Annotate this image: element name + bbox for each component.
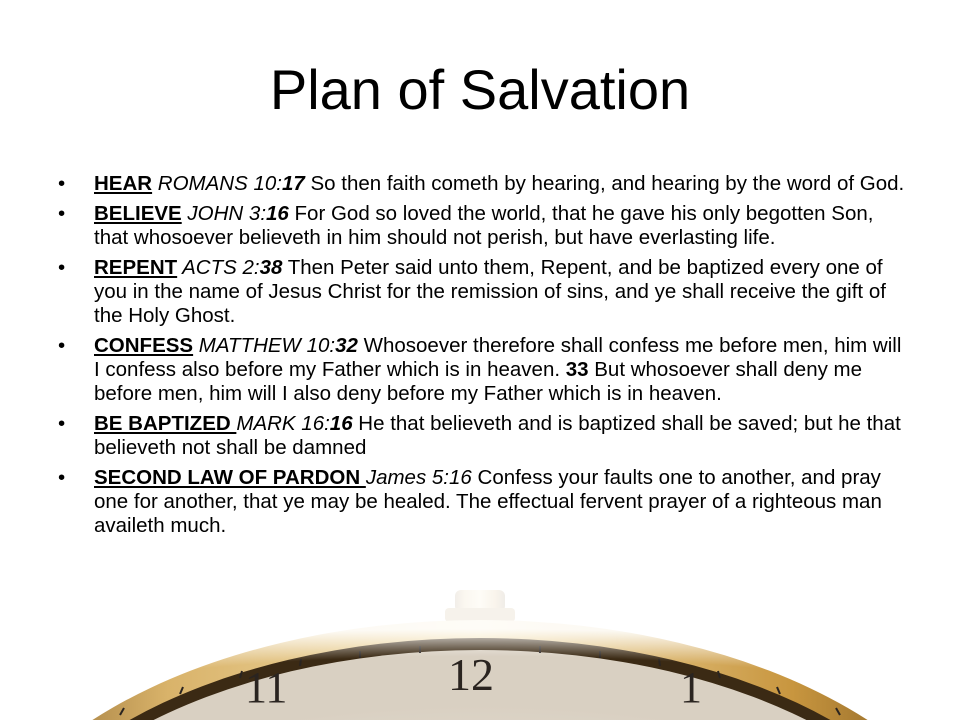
- extra-verse-text: But whosoever shall deny me before men, him will I also deny before my Father which is in heaven.: [94, 358, 863, 405]
- scripture-reference: JOHN 3:: [181, 202, 267, 225]
- pocket-watch-image: [0, 590, 960, 720]
- verse-number: 17: [281, 172, 305, 195]
- scripture-reference: ROMANS 10:: [152, 172, 282, 195]
- verse-number: 16: [266, 202, 289, 225]
- watch-vignette: [0, 590, 960, 720]
- bullet-icon: •: [58, 466, 66, 489]
- step-keyword: REPENT: [94, 256, 178, 279]
- step-keyword: CONFESS: [94, 334, 194, 357]
- bullet-icon: •: [58, 412, 66, 435]
- step-keyword: BE BAPTIZED: [94, 412, 237, 435]
- verse-text: For God so loved the world, that he gave his only begotten Son, that whosoever believeth in him should not perish, but have everlasting life.: [94, 202, 874, 249]
- list-item: [58, 202, 908, 250]
- pocket-watch-icon: [0, 590, 960, 720]
- verse-number: 16: [329, 412, 353, 435]
- extra-verse-number: 33: [565, 358, 589, 381]
- scripture-reference: MATTHEW 10:: [193, 334, 336, 357]
- verse-text: Confess your faults one to another, and pray one for another, that ye may be healed. The effectual fervent prayer of a righteous man availeth much.: [94, 466, 882, 537]
- verse-text: Then Peter said unto them, Repent, and be baptized every one of you in the name of Jesus Christ for the remission of sins, and ye shall receive the gift of the Holy Ghost.: [94, 256, 886, 327]
- list-item: [58, 466, 908, 538]
- verse-text: Whosoever therefore shall confess me before men, him will I confess also before my Father which is in heaven.: [94, 334, 902, 381]
- list-item: [58, 412, 908, 460]
- slide-title: Plan of Salvation: [269, 58, 691, 121]
- list-item: [58, 334, 908, 406]
- step-keyword: BELIEVE: [94, 202, 182, 225]
- verse-text: So then faith cometh by hearing, and hearing by the word of God.: [304, 172, 905, 195]
- list-item: [58, 256, 908, 328]
- scripture-reference: MARK 16:: [236, 412, 330, 435]
- verse-number: 38: [259, 256, 283, 279]
- scripture-reference: ACTS 2:: [177, 256, 260, 279]
- bullet-icon: •: [58, 202, 66, 225]
- step-keyword: SECOND LAW OF PARDON: [94, 466, 366, 489]
- bullet-icon: •: [58, 172, 66, 195]
- bullet-list: [58, 172, 908, 544]
- scripture-reference: James 5:16: [365, 466, 472, 489]
- bullet-icon: •: [58, 334, 66, 357]
- step-keyword: HEAR: [94, 172, 153, 195]
- bullet-icon: •: [58, 256, 66, 279]
- verse-text: He that believeth and is baptized shall be saved; but he that believeth not shall be damned: [94, 412, 901, 459]
- verse-number: 32: [335, 334, 358, 357]
- list-item: [58, 172, 908, 196]
